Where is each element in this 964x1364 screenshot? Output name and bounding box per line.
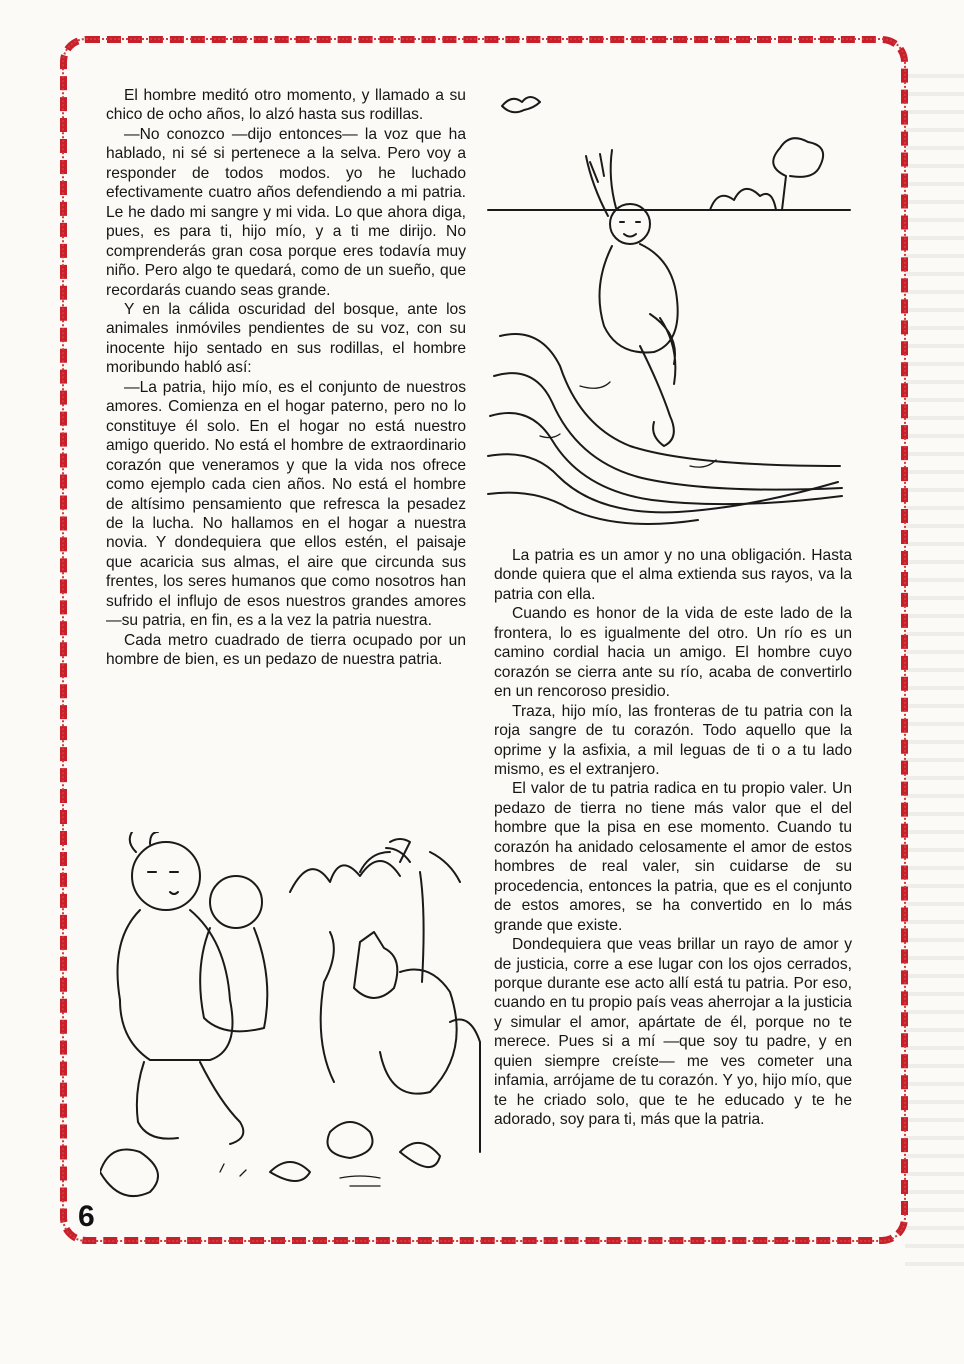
paragraph: El valor de tu patria radica en tu propio valer. Un pedazo de tierra no tiene más valor que el del hombre que la pisa en ese momento. Cuando tu corazón ha anidado celosamente el amor de estos hombres de real valer, sin cuidarse de su procedencia, entonces la patria, que es el conjunto de estos amores, se ha convertido en lo más grande que existe. bbox=[494, 780, 852, 934]
paragraph: —No conozco —dijo entonces— la voz que ha hablado, ni sé si pertenece a la selva. Pero voy a responder de todos modos. yo he luchado efectivamente cuatro años defendiendo a mi patria. Le he dado mi sangre y mi vida. Lo que ahora diga, pues, es para ti, hijo mío, y a ti me dirijo. No comprenderás gran cosa porque eres todavía muy niño. Pero algo te quedará, como de un sueño, que recordarás cuando seas grande. bbox=[106, 125, 466, 299]
father-legs bbox=[137, 1062, 243, 1144]
child-body bbox=[200, 928, 267, 1031]
bird-animal bbox=[321, 932, 334, 1082]
page-number: 6 bbox=[78, 1200, 95, 1233]
snake-animal bbox=[100, 1150, 158, 1197]
child-head bbox=[210, 876, 262, 928]
paragraph: Cuando es honor de la vida de este lado de la frontera, lo es igualmente del otro. Un río es un camino cordial hacia un amigo. El hombre cuyo corazón se cierra ante su río, acaba de convertirlo en un rencoroso presidio. bbox=[494, 605, 852, 701]
plants-drawing bbox=[290, 839, 410, 892]
forest-animals-illustration bbox=[100, 832, 500, 1212]
man-body bbox=[600, 244, 678, 352]
right-text-column bbox=[494, 546, 852, 1130]
small-animal bbox=[400, 1143, 440, 1167]
paragraph: El hombre meditó otro momento, y llamado a su chico de ocho años, lo alzó hasta sus rodillas. bbox=[106, 87, 466, 124]
tree-drawing bbox=[773, 138, 823, 210]
show-through-text bbox=[905, 60, 964, 1280]
father-body bbox=[118, 910, 233, 1060]
paragraph: —La patria, hijo mío, es el conjunto de nuestros amores. Comienza en el hogar paterno, pero no lo constituye él solo. En el hogar no está nuestro amigo querido. No está el hombre de extraordinario corazón que veneramos y que la vida nos ofrece como ejemplo cada cien años. No está el hombre de altísimo pensamiento que refresca la pesadez de la lucha. No hallamos en el hogar a nuestra novia. Y dondequiera que ellos estén, el paisaje que acaricia sus almas, el aire que circunda sus frentes, los seres humanos que como nosotros han sufrido el influjo de esos nuestros grandes amores —su patria, en fin, es a la vez la patria nuestra. bbox=[106, 378, 466, 630]
elephant-animal bbox=[450, 1020, 480, 1153]
man-arm bbox=[586, 150, 616, 216]
lion-animal bbox=[380, 970, 457, 1094]
bird-drawing bbox=[502, 97, 540, 112]
paragraph: Cada metro cuadrado de tierra ocupado por un hombre de bien, es un pedazo de nuestra patria. bbox=[106, 631, 466, 669]
bushes-drawing bbox=[710, 189, 776, 210]
mouse-animal bbox=[328, 1122, 373, 1158]
paragraph: Traza, hijo mío, las fronteras de tu patria con la roja sangre de tu corazón. Todo aquello que la oprime y la asfixia, a mil leguas de ti o a tu lado mismo, es el extranjero. bbox=[494, 702, 852, 778]
paragraph: Y en la cálida oscuridad del bosque, ante los animales inmóviles pendientes de su voz, con su inocente hijo sentado en sus rodillas, el hombre moribundo habló así: bbox=[106, 300, 466, 377]
left-text-column bbox=[106, 86, 466, 670]
turtle-animal bbox=[270, 1162, 310, 1181]
paragraph: La patria es un amor y no una obligación. Hasta donde quiera que el alma extienda sus rayos, va la patria con ella. bbox=[494, 547, 852, 603]
paragraph: Dondequiera que veas brillar un rayo de amor y de justicia, corre a ese lugar con los ojos cerrados, porque durante ese acto allí está tu patria. Por eso, cuando en tu propio país veas aherrojar a la justicia y simular el amor, apártate de él, porque no te merece. Pues si a mí —que soy tu padre, y en quien siempre creíste— me ves cometer una infamia, arrójame de tu corazón. Y yo, hijo mío, que te he criado solo, que te he educado y te he adorado, soy para ti, más que la patria. bbox=[494, 936, 852, 1129]
river-man-illustration bbox=[480, 86, 860, 546]
father-head bbox=[132, 842, 200, 910]
fox-animal bbox=[354, 932, 397, 998]
